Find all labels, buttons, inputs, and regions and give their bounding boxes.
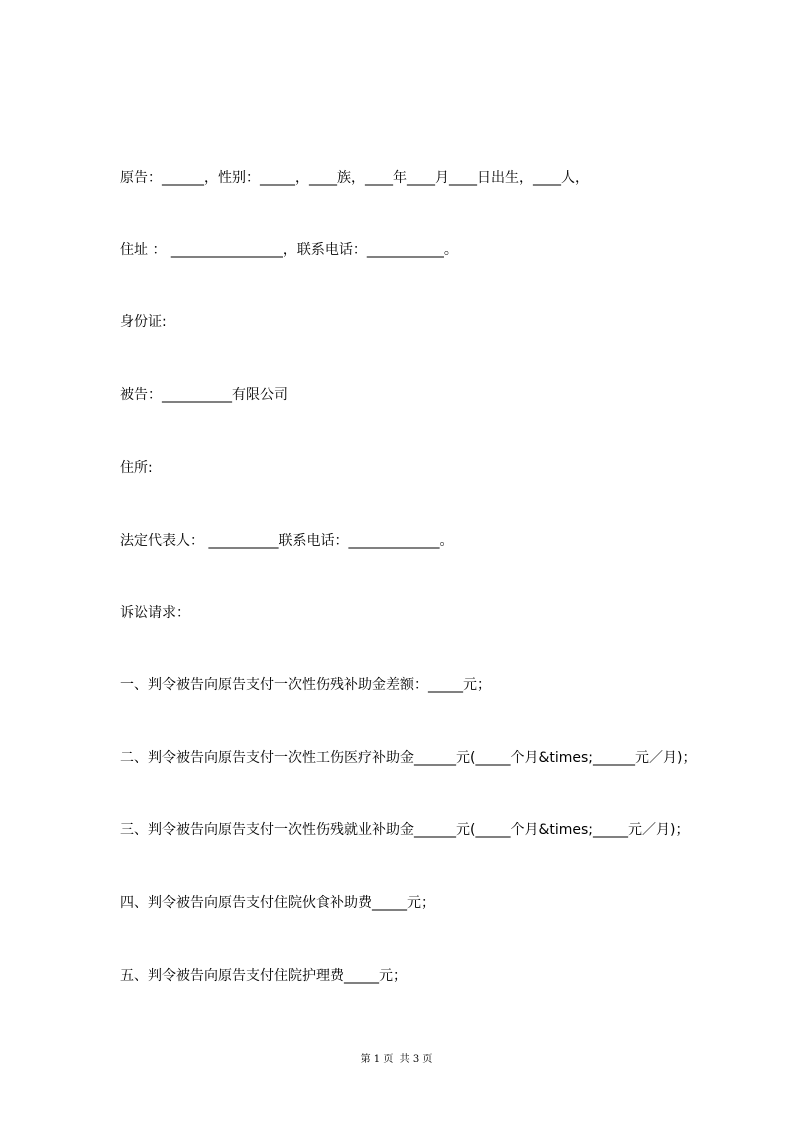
plaintiff-address-line: 住址 ： ________________，联系电话：___________。 <box>120 242 458 258</box>
claim-item-1: 一、判令被告向原告支付一次性伤残补助金差额：_____元； <box>120 677 491 693</box>
plaintiff-line: 原告：______，性别：_____，____族，____年____月____日出生，____人， <box>120 170 589 186</box>
claim-item-3: 三、判令被告向原告支付一次性伤残就业补助金______元(_____个月&times;_____元／月)； <box>120 822 690 838</box>
id-card-line: 身份证: <box>120 314 167 330</box>
claim-item-4: 四、判令被告向原告支付住院伙食补助费_____元； <box>120 895 435 911</box>
claim-item-2: 二、判令被告向原告支付一次性工伤医疗补助金______元(_____个月&times;______元／月)； <box>120 750 697 766</box>
defendant-line: 被告：__________有限公司 <box>120 387 288 403</box>
claims-heading: 诉讼请求： <box>120 605 190 621</box>
page-number-footer: 第 1 页 共 3 页 <box>360 1054 433 1065</box>
legal-representative-line: 法定代表人： __________联系电话：_____________。 <box>120 533 454 549</box>
claim-item-5: 五、判令被告向原告支付住院护理费_____元； <box>120 968 407 984</box>
defendant-address-line: 住所: <box>120 460 153 476</box>
